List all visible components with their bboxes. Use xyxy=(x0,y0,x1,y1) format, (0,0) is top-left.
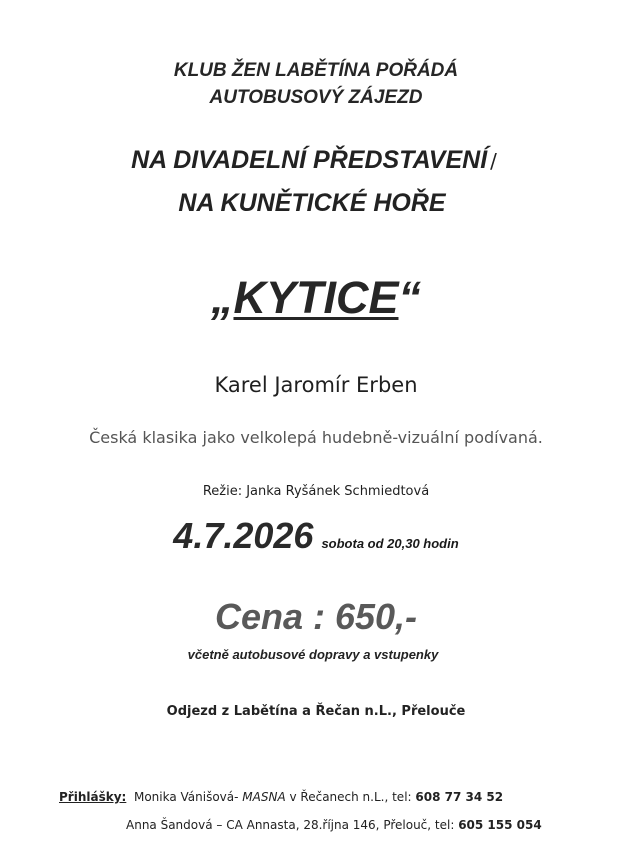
description: Česká klasika jako velkolepá hudebně-vizuální podívaná. xyxy=(89,428,543,447)
price: Cena : 650,- xyxy=(214,596,418,637)
registration-contact-1 xyxy=(59,790,503,804)
event-place-line-1 xyxy=(0,146,630,175)
contact-2-text: Anna Šandová – CA Annasta, 28.října 146, Přelouč, tel: xyxy=(126,818,455,832)
registration-label: Přihlášky: xyxy=(59,790,127,804)
play-title xyxy=(0,272,632,324)
quote-open: „ xyxy=(210,272,234,323)
price-note: včetně autobusové dopravy a vstupenky xyxy=(187,647,439,662)
play-title-text: KYTICE xyxy=(233,272,399,323)
event-date-line xyxy=(0,515,632,557)
slash-mark: / xyxy=(490,149,497,173)
contact-1-phone: 608 77 34 52 xyxy=(415,790,504,804)
contact-1-shop: MASNA xyxy=(242,790,286,804)
event-date: 4.7.2026 xyxy=(173,515,314,556)
contact-1-name: Monika Vánišová- xyxy=(133,790,239,804)
quote-close: “ xyxy=(398,272,421,323)
director-credit: Režie: Janka Ryšánek Schmiedtová xyxy=(202,484,430,499)
event-place-title-1: NA DIVADELNÍ PŘEDSTAVENÍ xyxy=(131,146,488,174)
header-line-1: KLUB ŽEN LABĚTÍNA POŘÁDÁ xyxy=(173,60,459,81)
event-place-line-2: NA KUNĚTICKÉ HOŘE xyxy=(178,189,446,217)
contact-2-phone: 605 155 054 xyxy=(458,818,542,832)
registration-contact-2 xyxy=(126,818,542,832)
header-line-2: AUTOBUSOVÝ ZÁJEZD xyxy=(209,87,423,108)
departure-info: Odjezd z Labětína a Řečan n.L., Přelouče xyxy=(166,704,466,719)
event-time: sobota od 20,30 hodin xyxy=(321,536,459,551)
contact-1-place: v Řečanech n.L., tel: xyxy=(289,790,412,804)
author-name: Karel Jaromír Erben xyxy=(214,373,418,397)
